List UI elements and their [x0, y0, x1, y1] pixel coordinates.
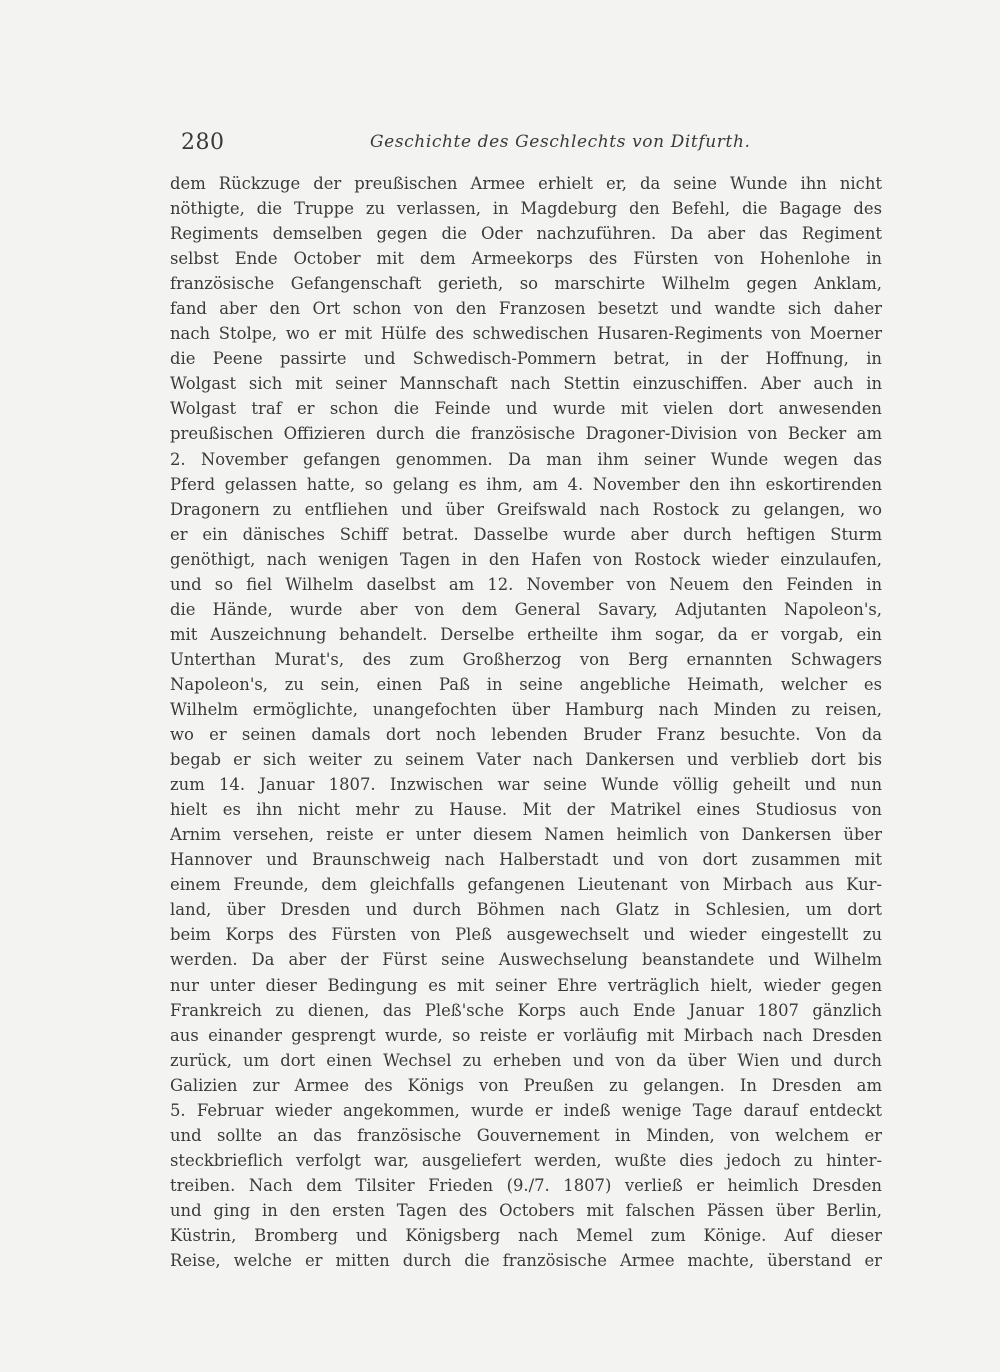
text-line: die Peene passirte und Schwedisch-Pommern betrat, in der Hoffnung, in — [170, 349, 882, 369]
text-line: hielt es ihn nicht mehr zu Hause. Mit der Matrikel eines Studiosus von — [170, 800, 882, 820]
text-line: preußischen Offizieren durch die französische Dragoner-Division von Becker am — [170, 424, 882, 444]
text-line: Reise, welche er mitten durch die französische Armee machte, überstand er — [170, 1251, 882, 1271]
text-line: mit Auszeichnung behandelt. Derselbe ertheilte ihm sogar, da er vorgab, ein — [170, 624, 882, 644]
text-line: Galizien zur Armee des Königs von Preußen zu gelangen. In Dresden am — [170, 1075, 882, 1095]
text-line: steckbrieflich verfolgt war, ausgeliefert werden, wußte dies jedoch zu hinter- — [170, 1150, 882, 1170]
text-line: begab er sich weiter zu seinem Vater nach Dankersen und verblieb dort bis — [170, 750, 882, 770]
body-text — [170, 171, 882, 1273]
text-line: Hannover und Braunschweig nach Halberstadt und von dort zusammen mit — [170, 850, 882, 870]
text-line: werden. Da aber der Fürst seine Auswechselung beanstandete und Wilhelm — [170, 950, 882, 970]
text-line: treiben. Nach dem Tilsiter Frieden (9./7. 1807) verließ er heimlich Dresden — [170, 1175, 882, 1195]
text-line: Pferd gelassen hatte, so gelang es ihm, am 4. November den ihn eskortirenden — [170, 474, 882, 494]
running-head: Geschichte des Geschlechts von Ditfurth. — [370, 132, 751, 152]
text-line: Unterthan Murat's, des zum Großherzog von Berg ernannten Schwagers — [170, 649, 882, 669]
text-line: genöthigt, nach wenigen Tagen in den Hafen von Rostock wieder einzulaufen, — [170, 549, 882, 569]
text-line: aus einander gesprengt wurde, so reiste er vorläufig mit Mirbach nach Dresden — [170, 1025, 882, 1045]
text-line: 2. November gefangen genommen. Da man ihm seiner Wunde wegen das — [170, 449, 882, 469]
text-line: nur unter dieser Bedingung es mit seiner Ehre verträglich hielt, wieder gegen — [170, 975, 882, 995]
text-line: zum 14. Januar 1807. Inzwischen war seine Wunde völlig geheilt und nun — [170, 775, 882, 795]
text-line: nach Stolpe, wo er mit Hülfe des schwedischen Husaren-Regiments von Moerner — [170, 324, 882, 344]
text-line: Arnim versehen, reiste er unter diesem Namen heimlich von Dankersen über — [170, 825, 882, 845]
text-line: einem Freunde, dem gleichfalls gefangenen Lieutenant von Mirbach aus Kur- — [170, 875, 882, 895]
text-line: 5. Februar wieder angekommen, wurde er indeß wenige Tage darauf entdeckt — [170, 1100, 882, 1120]
text-line: er ein dänisches Schiff betrat. Dasselbe wurde aber durch heftigen Sturm — [170, 524, 882, 544]
text-line: selbst Ende October mit dem Armeekorps des Fürsten von Hohenlohe in — [170, 249, 882, 269]
text-line: beim Korps des Fürsten von Pleß ausgewechselt und wieder eingestellt zu — [170, 925, 882, 945]
text-line: zurück, um dort einen Wechsel zu erheben und von da über Wien und durch — [170, 1050, 882, 1070]
text-line: Dragonern zu entfliehen und über Greifswald nach Rostock zu gelangen, wo — [170, 499, 882, 519]
text-line: Frankreich zu dienen, das Pleß'sche Korps auch Ende Januar 1807 gänzlich — [170, 1000, 882, 1020]
text-line: und sollte an das französische Gouvernement in Minden, von welchem er — [170, 1125, 882, 1145]
text-line: Wolgast traf er schon die Feinde und wurde mit vielen dort anwesenden — [170, 399, 882, 419]
text-line: Regiments demselben gegen die Oder nachzuführen. Da aber das Regiment — [170, 224, 882, 244]
text-line: land, über Dresden und durch Böhmen nach Glatz in Schlesien, um dort — [170, 900, 882, 920]
text-line: fand aber den Ort schon von den Franzosen besetzt und wandte sich daher — [170, 299, 882, 319]
text-line: Napoleon's, zu sein, einen Paß in seine angebliche Heimath, welcher es — [170, 674, 882, 694]
text-line: wo er seinen damals dort noch lebenden Bruder Franz besuchte. Von da — [170, 725, 882, 745]
text-line: französische Gefangenschaft gerieth, so marschirte Wilhelm gegen Anklam, — [170, 274, 882, 294]
text-line: Wolgast sich mit seiner Mannschaft nach Stettin einzuschiffen. Aber auch in — [170, 374, 882, 394]
page-number: 280 — [181, 130, 225, 155]
text-line: Küstrin, Bromberg und Königsberg nach Memel zum Könige. Auf dieser — [170, 1225, 882, 1245]
text-line: und so fiel Wilhelm daselbst am 12. November von Neuem den Feinden in — [170, 574, 882, 594]
text-line: Wilhelm ermöglichte, unangefochten über Hamburg nach Minden zu reisen, — [170, 699, 882, 719]
text-line: und ging in den ersten Tagen des Octobers mit falschen Pässen über Berlin, — [170, 1200, 882, 1220]
text-line: nöthigte, die Truppe zu verlassen, in Magdeburg den Befehl, die Bagage des — [170, 199, 882, 219]
text-line: dem Rückzuge der preußischen Armee erhielt er, da seine Wunde ihn nicht — [170, 174, 882, 193]
text-line: die Hände, wurde aber von dem General Savary, Adjutanten Napoleon's, — [170, 599, 882, 619]
